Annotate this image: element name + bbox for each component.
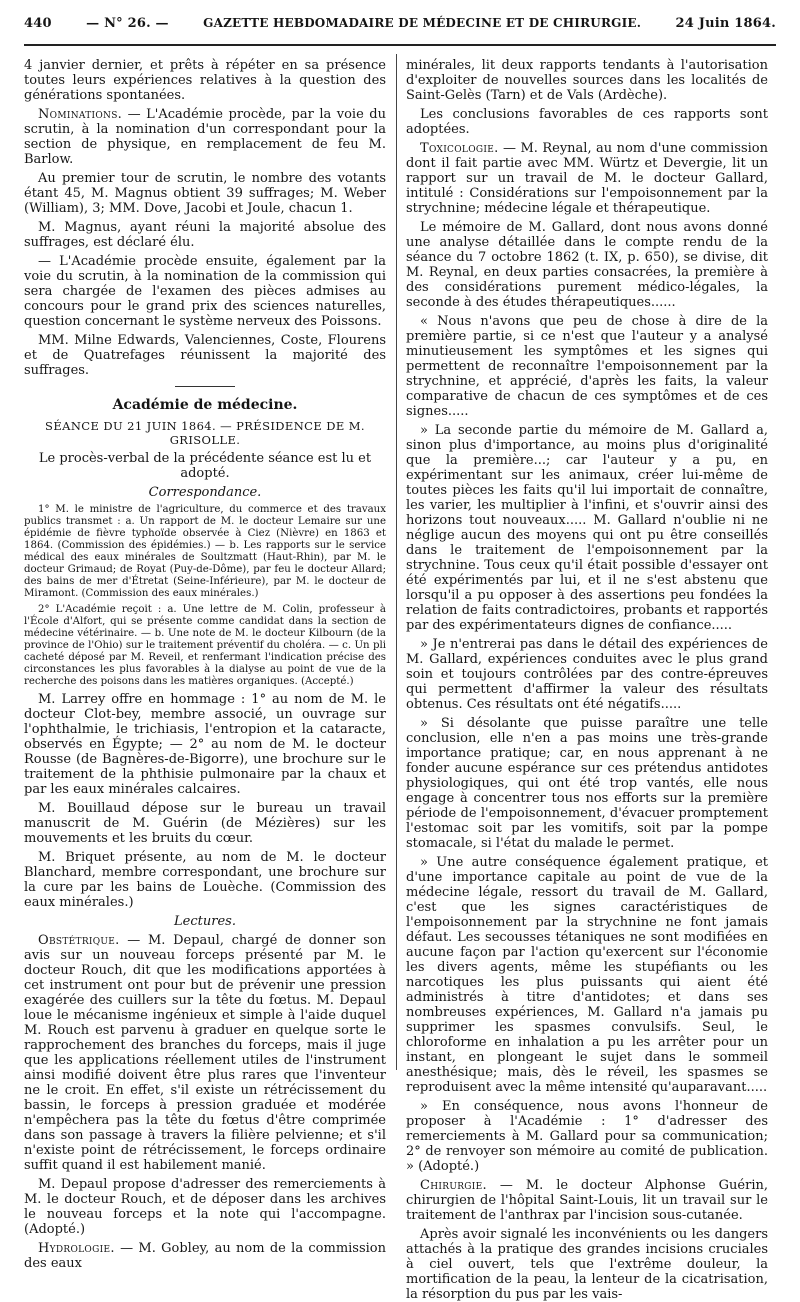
- journal-title: GAZETTE HEBDOMADAIRE DE MÉDECINE ET DE CHIRURGIE.: [203, 16, 642, 30]
- paragraph: » La seconde partie du mémoire de M. Gallard a, sinon plus d'importance, au moins plus d'originalité que la première...; car l'auteur y a pu, en expérimentant sur les animaux, créer lui-même de toutes pièces les faits qu'il lui importait de connaître, les varier, les multiplier à l'infini, et s'ouvrir ainsi des horizons tout nouveaux..... M. Gallard n'oublie ni ne néglige aucun des moyens qui ont pu être conseillés dans le traitement de l'empoisonnement par la strychnine. Tous ceux qu'il était possible d'essayer ont été expérimentés par lui, et il ne s'est abstenu que lorsqu'il a pu opposer à des assertions peu fondées la relation de faits contradictoires, probants et rapportés par des expérimentateurs dignes de confiance.....: [406, 423, 768, 633]
- paragraph: « Nous n'avons que peu de chose à dire de la première partie, si ce n'est que l'auteur y a analysé minutieusement les symptômes et les signes qui permettent de reconnaître l'empoisonnement par la strychnine, et apprécié, d'après les faits, la valeur comparative de chacun de ces symptômes et de ces signes.....: [406, 314, 768, 419]
- header-rule: [24, 44, 776, 46]
- correspondence-item: 2° L'Académie reçoit : a. Une lettre de M. Colin, professeur à l'École d'Alfort, qui se présente comme candidat dans la section de médecine vétérinaire. — b. Une note de M. le docteur Kilbourn (de la province de l'Ohio) sur le traitement préventif du choléra. — c. Un pli cacheté déposé par M. Reveil, et renfermant l'indication précise des circonstances les plus favorables à la dialyse au point de vue de la recherche des poisons dans les matières organiques. (Accepté.): [24, 604, 386, 687]
- issue-number: — N° 26. —: [86, 15, 169, 31]
- paragraph: 4 janvier dernier, et prêts à répéter en sa présence toutes leurs expériences relatives à la question des générations spontanées.: [24, 58, 386, 103]
- paragraph: Les conclusions favorables de ces rapports sont adoptées.: [406, 107, 768, 137]
- paragraph: minérales, lit deux rapports tendants à l'autorisation d'exploiter de nouvelles sources dans les localités de Saint-Gelès (Tarn) et de Vals (Ardèche).: [406, 58, 768, 103]
- paragraph: » Je n'entrerai pas dans le détail des expériences de M. Gallard, expériences conduites avec le plus grand soin et toujours contrôlées par des contre-épreuves qui permettent d'affirmer la valeur des résultats obtenus. Ces résultats ont été négatifs.....: [406, 637, 768, 712]
- page-header: [24, 8, 776, 38]
- paragraph: M. Depaul propose d'adresser des remerciements à M. le docteur Rouch, et de déposer dans les archives le nouveau forceps et la note qui l'accompagne. (Adopté.): [24, 1177, 386, 1237]
- right-column: [406, 58, 768, 1302]
- paragraph: — L'Académie procède ensuite, également par la voie du scrutin, à la nomination de la commission qui sera chargée de l'examen des pièces admises au concours pour le grand prix des sciences naturelles, question concernant le système nerveux des Poissons.: [24, 254, 386, 329]
- paragraph: Le procès-verbal de la précédente séance est lu et adopté.: [38, 451, 372, 481]
- section-lead: Obstétrique.: [38, 933, 120, 948]
- paragraph: » Une autre conséquence également pratique, et d'une importance capitale au point de vue de la médecine légale, ressort du travail de M. Gallard, c'est que les signes caractéristiques de l'empoisonnement par la strychnine ne font jamais défaut. Les secousses tétaniques ne sont modifiées en aucune façon par l'action qu'exercent sur l'économie les divers agents, même les stupéfiants ou les narcotiques les plus puissants qui aient été administrés à titre d'antidotes; et dans ses nombreuses expériences, M. Gallard n'a jamais pu supprimer les spasmes convulsifs. Seul, le chloroforme en inhalation a pu les arrêter pour un instant, en plongeant le sujet dans le sommeil anesthésique; mais, dès le réveil, les spasmes se reproduisent avec la même intensité qu'auparavant.....: [406, 855, 768, 1095]
- paragraph: » En conséquence, nous avons l'honneur de proposer à l'Académie : 1° d'adresser des remerciements à M. Gallard pour sa communication; 2° de renvoyer son mémoire au comité de publication. » (Adopté.): [406, 1099, 768, 1174]
- journal-page: [24, 8, 776, 1302]
- paragraph: M. Larrey offre en hommage : 1° au nom de M. le docteur Clot-bey, membre associé, un ouvrage sur l'ophthalmie, le trichiasis, l'entropion et la cataracte, observés en Égypte; — 2° au nom de M. le docteur Rousse (de Bagnères-de-Bigorre), une brochure sur le traitement de la phthisie pulmonaire par la chaux et par les eaux minérales calcaires.: [24, 692, 386, 797]
- paragraph: » Si désolante que puisse paraître une telle conclusion, elle n'en a pas moins une très-grande importance pratique; car, en nous apprenant à ne fonder aucune espérance sur ces prétendus antidotes physiologiques, qui ont été trop vantés, elle nous engage à concentrer tous nos efforts sur la première période de l'empoisonnement, d'évacuer promptement l'estomac soit par les vomitifs, soit par la pompe stomacale, si l'état du malade le permet.: [406, 716, 768, 851]
- section-lead: Hydrologie.: [38, 1241, 115, 1256]
- paragraph: M. Briquet présente, au nom de M. le docteur Blanchard, membre correspondant, une brochure sur la cure par les bains de Louèche. (Commission des eaux minérales.): [24, 850, 386, 910]
- paragraph: Après avoir signalé les inconvénients ou les dangers attachés à la pratique des grandes incisions cruciales à ciel ouvert, tels que l'extrême douleur, la mortification de la peau, la lenteur de la cicatrisation, la résorption du pus par les vais-: [406, 1227, 768, 1302]
- subsection-title: Correspondance.: [148, 485, 262, 500]
- section-title: Académie de médecine.: [112, 397, 298, 413]
- issue-date: 24 Juin 1864.: [675, 15, 776, 31]
- section-lead: Toxicologie.: [420, 141, 499, 156]
- correspondence-item: 1° M. le ministre de l'agriculture, du commerce et des travaux publics transmet : a. Un rapport de M. le docteur Lemaire sur une épidémie de fièvre typhoïde observée à Ciez (Nièvre) en 1863 et 1864. (Commission des épidémies.) — b. Les rapports sur le service médical des eaux minérales de Soultzmatt (Haut-Rhin), par M. le docteur Grimaud; de Royat (Puy-de-Dôme), par feu le docteur Allard; des bains de mer d'Étretat (Seine-Inférieure), par M. le docteur de Miramont. (Commission des eaux minérales.): [24, 504, 386, 599]
- left-column: [24, 58, 386, 1271]
- subsection-title: Lectures.: [174, 914, 236, 929]
- paragraph: M. Bouillaud dépose sur le bureau un travail manuscrit de M. Guérin (de Mézières) sur les mouvements et les bruits du cœur.: [24, 801, 386, 846]
- paragraph: M. Magnus, ayant réuni la majorité absolue des suffrages, est déclaré élu.: [24, 220, 386, 250]
- paragraph: Obstétrique. — M. Depaul, chargé de donner son avis sur un nouveau forceps présenté par M. le docteur Rouch, dit que les modifications apportées à cet instrument ont pour but de prévenir une pression exagérée des cuillers sur la tête du fœtus. M. Depaul loue le mécanisme ingénieux et simple à l'aide duquel M. Rouch est parvenu à graduer en quelque sorte le rapprochement des branches du forceps, mais il juge que les applications réellement utiles de l'instrument ainsi modifié doivent être plus rares que l'inventeur ne le croit. En effet, s'il existe un rétrécissement du bassin, le forceps à pression graduée et modérée n'empêchera pas la tête du fœtus d'être comprimée dans son passage à travers la filière pelvienne; et s'il n'existe point de rétrécissement, le forceps ordinaire suffit quand il est habilement manié.: [24, 933, 386, 1173]
- column-divider: [396, 54, 397, 1070]
- section-lead: Chirurgie.: [420, 1178, 487, 1193]
- section-separator: [175, 386, 235, 387]
- paragraph: Chirurgie. — M. le docteur Alphonse Guérin, chirurgien de l'hôpital Saint-Louis, lit un travail sur le traitement de l'anthrax par l'incision sous-cutanée.: [406, 1178, 768, 1223]
- section-lead: Nominations.: [38, 107, 123, 122]
- page-number: 440: [24, 15, 52, 31]
- session-line: SÉANCE DU 21 JUIN 1864. — PRÉSIDENCE DE M. GRISOLLE.: [45, 419, 365, 447]
- paragraph: Nominations. — L'Académie procède, par la voie du scrutin, à la nomination d'un correspondant pour la section de physique, en remplacement de feu M. Barlow.: [24, 107, 386, 167]
- paragraph: Hydrologie. — M. Gobley, au nom de la commission des eaux: [24, 1241, 386, 1271]
- paragraph: Le mémoire de M. Gallard, dont nous avons donné une analyse détaillée dans le compte rendu de la séance du 7 octobre 1862 (t. IX, p. 650), se divise, dit M. Reynal, en deux parties consacrées, la première à des considérations purement médico-légales, la seconde à des études thérapeutiques......: [406, 220, 768, 310]
- paragraph: MM. Milne Edwards, Valenciennes, Coste, Flourens et de Quatrefages réunissent la majorité des suffrages.: [24, 333, 386, 378]
- paragraph: Au premier tour de scrutin, le nombre des votants étant 45, M. Magnus obtient 39 suffrages; M. Weber (William), 3; MM. Dove, Jacobi et Joule, chacun 1.: [24, 171, 386, 216]
- paragraph: Toxicologie. — M. Reynal, au nom d'une commission dont il fait partie avec MM. Würtz et Devergie, lit un rapport sur un travail de M. le docteur Gallard, intitulé : Considérations sur l'empoisonnement par la strychnine; médecine légale et thérapeutique.: [406, 141, 768, 216]
